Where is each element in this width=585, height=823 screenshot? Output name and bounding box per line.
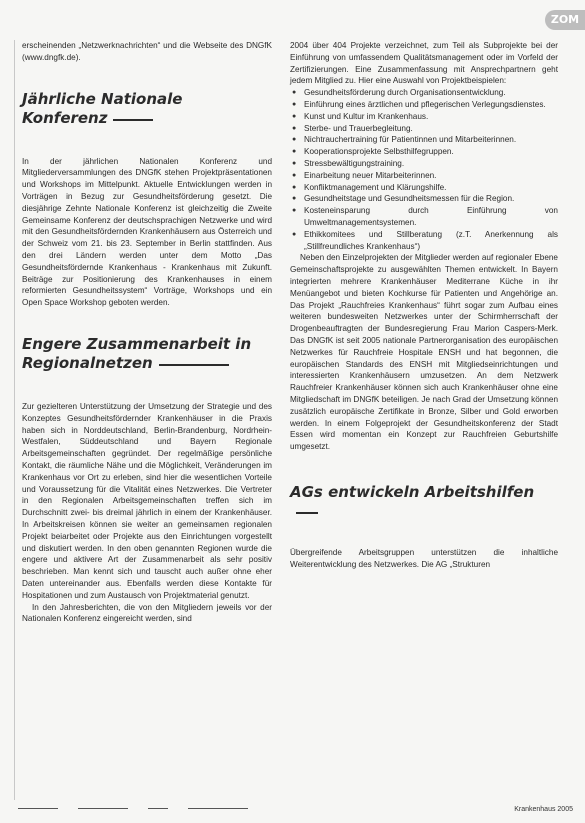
list-item: ● Gesundheitsförderung durch Organisationsentwicklung.	[304, 87, 558, 99]
heading-national-conference: Jährliche Nationale Konferenz	[22, 89, 183, 127]
list-item: ● Stressbewältigungstraining.	[304, 158, 558, 170]
regional-projects-paragraph: Neben den Einzelprojekten der Mitglieder werden auf regionaler Ebene Gemeinschaftsprojekte zu ausgewählten Themen entwickelt. In Bayern integrierten mehrere Krankenhäuser Mediterrane Küche in ihr Menüangebot und bieten Kochkurse für Patienten und Angehörige an. Das Projekt „Rauchfreies Krankenhaus“ führt sogar zum Aufbau eines weiteren bundesweiten Netzwerkes unter der Schirmherrschaft der Drogenbeauftragten der Bundesregierung Frau Marion Caspers-Merk. Das DNGfK ist seit 2005 nationale Partnerorganisation des europäischen Netzwerkes für Rauchfreie Hospitale ENSH und hat begonnen, die europäischen Standards des ENSH mit Mitgliedseinrichtungen und interessierten Krankenhäusern umzusetzen. An dem Netzwerk Rauchfreier Krankenhäuser können sich auch Krankenhäuser ohne eine Mitgliedschaft im DNGfK beteiligen. Je nach Grad der Umsetzung können zusätzlich europäische Zertifikate in Bronze, Silber und Gold erworben werden. In einem Folgeprojekt der Gesundheitskonferenz der Stadt Essen wird momentan ein Konzept zur Rauchfreien Geburtshilfe umgesetzt.	[290, 253, 558, 452]
projects-paragraph: 2004 über 404 Projekte verzeichnet, zum Teil als Subprojekte bei der Einführung von umfassendem Qualitätsmanagement oder im Vorfeld der Zertifizierungen. Eine Zusammenfassung mit Ansprechpartnern geht jedem Mitglied zu. Hier eine Auswahl von Projektbeispielen:	[290, 41, 558, 86]
list-item: ● Einarbeitung neuer Mitarbeiterinnen.	[304, 170, 558, 182]
list-item: ● Konfliktmanagement und Klärungshilfe.	[304, 182, 558, 194]
project-list	[290, 87, 558, 252]
list-item: ● Kunst und Kultur im Krankenhaus.	[304, 111, 558, 123]
list-item: ● Nichtrauchertraining für Patientinnen und Mitarbeiterinnen.	[304, 134, 558, 146]
list-item: ● Kosteneinsparung durch Einführung von Umweltmanagementsystemen.	[304, 205, 558, 229]
working-groups-paragraph: Übergreifende Arbeitsgruppen unterstützen die inhaltliche Weiterentwicklung des Netzwerkes. Die AG „Strukturen	[290, 547, 558, 569]
list-item: ● Einführung eines ärztlichen und pflegerischen Verlegungsdienstes.	[304, 99, 558, 111]
heading-regional-networks: Engere Zusammenarbeit in Regionalnetzen	[22, 334, 252, 372]
intro-paragraph: erscheinenden „Netzwerknachrichten“ und die Webseite des DNGfK (www.dngfk.de).	[22, 41, 272, 62]
list-item: ● Sterbe- und Trauerbegleitung.	[304, 123, 558, 135]
list-item: ● Ethikkomitees und Stillberatung (z.T. Anerkennung als „Stillfreundliches Krankenhaus“)	[304, 229, 558, 253]
conference-paragraph: In der jährlichen Nationalen Konferenz und Mitgliederversammlungen des DNGfK stehen Projektpräsentationen und Workshops im Mittelpunkt. Aktuelle Entwicklungen werden in Vorträgen in Bezug zur Gesundheitsförderung gesetzt. Die diesjährige Zehnte Nationale Konferenz ist gleichzeitig die Zweite Gemeinsame Konferenz der deutschsprachigen Netzwerke und wird mit den Gesundheitsfördernden Krankenhäusern aus Österreich und der Schweiz vom 21. bis 23. September in Berlin stattfinden. Aus den drei Ländern werden unter dem Motto „Das Gesundheitsfördernde Krankenhaus - Krankenhaus mit Zukunft. Beiträge zur Positionierung des Krankenhauses in einem reformierten Gesundheitssystem“ Vorträge, Workshops und ein Open Space Workshop geboten werden.	[22, 156, 272, 308]
heading-working-groups: AGs entwickeln Arbeitshilfen	[290, 483, 558, 521]
margin-line	[14, 40, 15, 800]
left-column	[22, 40, 272, 625]
regional-paragraph: Zur gezielteren Unterstützung der Umsetzung der Strategie und des Konzeptes Gesundheitsfördernder Krankenhäuser in die Praxis haben sich in Norddeutschland, Berlin-Brandenburg, Nordrhein-Westfalen, Süddeutschland und Bayern Regionale Arbeitsgemeinschaften gegründet. Der regelmäßige persönliche Kontakt, die räumliche Nähe und die Möglichkeit, Veränderungen im Krankenhaus vor Ort zu erleben, sind hier die wesentlichen Vorteile und Voraussetzung für die Vitalität eines Netzwerkes. Die Vertreter in den Regionalen Arbeitsgemeinschaften treffen sich im Durchschnitt zwei- bis dreimal jährlich in einem der Krankenhäuser. In Arbeitskreisen können sie weiter an gemeinsamen regionalen Projekt beiarbeitet oder Projekte aus den Einrichtungen vorgestellt und diskutiert werden. In den oben genannten Regionen wurde die engere und aktivere Art der Zusammenarbeit als sehr positiv beschrieben. Man kennt sich und tauscht auch außer ohne eher Daten untereinander aus. Ebenfalls werden diese Kontakte für Hospitationen und zum Austausch von Projektmaterial genutzt.	[22, 401, 272, 600]
footer-rules	[18, 808, 258, 810]
right-column	[290, 40, 558, 570]
annual-reports-paragraph: In den Jahresberichten, die von den Mitgliedern jeweils vor der Nationalen Konferenz eingereicht werden, sind	[22, 602, 272, 624]
list-item: ● Gesundheitstage und Gesundheitsmessen für die Region.	[304, 193, 558, 205]
footer-label: Krankenhaus 2005	[514, 806, 573, 813]
list-item: ● Kooperationsprojekte Selbsthilfegruppen.	[304, 146, 558, 158]
page-badge: ZOM	[545, 10, 585, 30]
